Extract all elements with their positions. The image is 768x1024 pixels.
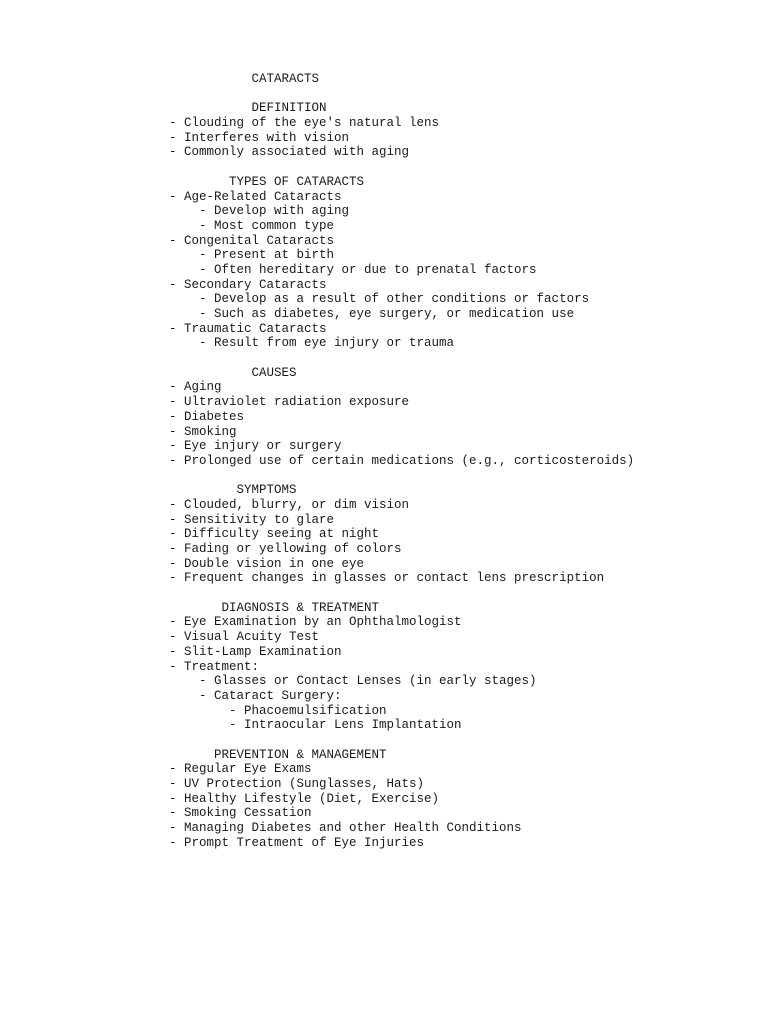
list-item: - Diabetes [169,409,245,424]
sub-list-item: - Result from eye injury or trauma [169,336,455,351]
list-item: - Prolonged use of certain medications (e.g., corticosteroids) [169,453,635,468]
list-item: - Prompt Treatment of Eye Injuries [169,835,425,850]
section-heading-prevention: PREVENTION & MANAGEMENT [169,747,387,762]
list-item: - Visual Acuity Test [169,630,320,645]
list-item: - Ultraviolet radiation exposure [169,395,410,410]
section-heading-symptoms: SYMPTOMS [169,483,297,498]
list-item: - UV Protection (Sunglasses, Hats) [169,777,425,791]
list-item: - Slit-Lamp Examination [169,644,342,659]
list-item: - Interferes with vision [169,130,350,145]
sub-list-item: - Present at birth [169,248,335,263]
list-item: - Regular Eye Exams [169,762,312,777]
list-item: - Clouding of the eye's natural lens [169,116,440,131]
blank-line [169,87,759,102]
section-heading-diagnosis: DIAGNOSIS & TREATMENT [169,600,380,615]
list-item: - Healthy Lifestyle (Diet, Exercise) [169,791,440,806]
blank-line [169,733,759,748]
sub-list-item: - Often hereditary or due to prenatal factors [169,262,537,277]
list-item: - Clouded, blurry, or dim vision [169,497,410,512]
list-item: - Commonly associated with aging [169,145,410,160]
blank-line [169,160,759,175]
list-item: - Smoking Cessation [169,806,312,821]
list-item: - Fading or yellowing of colors [169,542,402,556]
blank-line [169,586,759,601]
list-item: - Traumatic Cataracts [169,321,327,336]
list-item: - Age-Related Cataracts [169,189,342,204]
list-item: - Smoking [169,424,237,439]
sub-list-item: - Most common type [169,218,335,233]
sub-list-item: - Glasses or Contact Lenses (in early stages) [169,674,537,689]
list-item: - Treatment: [169,659,260,674]
list-item: - Congenital Cataracts [169,233,335,248]
sub-sub-list-item: - Intraocular Lens Implantation [169,718,462,733]
blank-line [169,351,759,366]
sub-list-item: - Such as diabetes, eye surgery, or medication use [169,307,575,321]
blank-line [169,469,759,484]
list-item: - Eye Examination by an Ophthalmologist [169,615,462,630]
list-item: - Difficulty seeing at night [169,527,380,542]
section-heading-definition: DEFINITION [169,101,327,116]
list-item: - Managing Diabetes and other Health Conditions [169,821,522,836]
section-heading-types: TYPES OF CATARACTS [169,174,365,189]
list-item: - Secondary Cataracts [169,277,327,292]
list-item: - Double vision in one eye [169,556,365,571]
list-item: - Eye injury or surgery [169,439,342,454]
section-heading-causes: CAUSES [169,365,297,380]
sub-list-item: - Develop with aging [169,204,350,219]
document-body [169,72,759,850]
sub-list-item: - Develop as a result of other conditions or factors [169,292,590,307]
list-item: - Aging [169,380,222,395]
list-item: - Frequent changes in glasses or contact lens prescription [169,571,605,586]
sub-list-item: - Cataract Surgery: [169,688,342,703]
list-item: - Sensitivity to glare [169,512,335,527]
doc-title: CATARACTS [169,72,320,86]
sub-sub-list-item: - Phacoemulsification [169,703,387,718]
